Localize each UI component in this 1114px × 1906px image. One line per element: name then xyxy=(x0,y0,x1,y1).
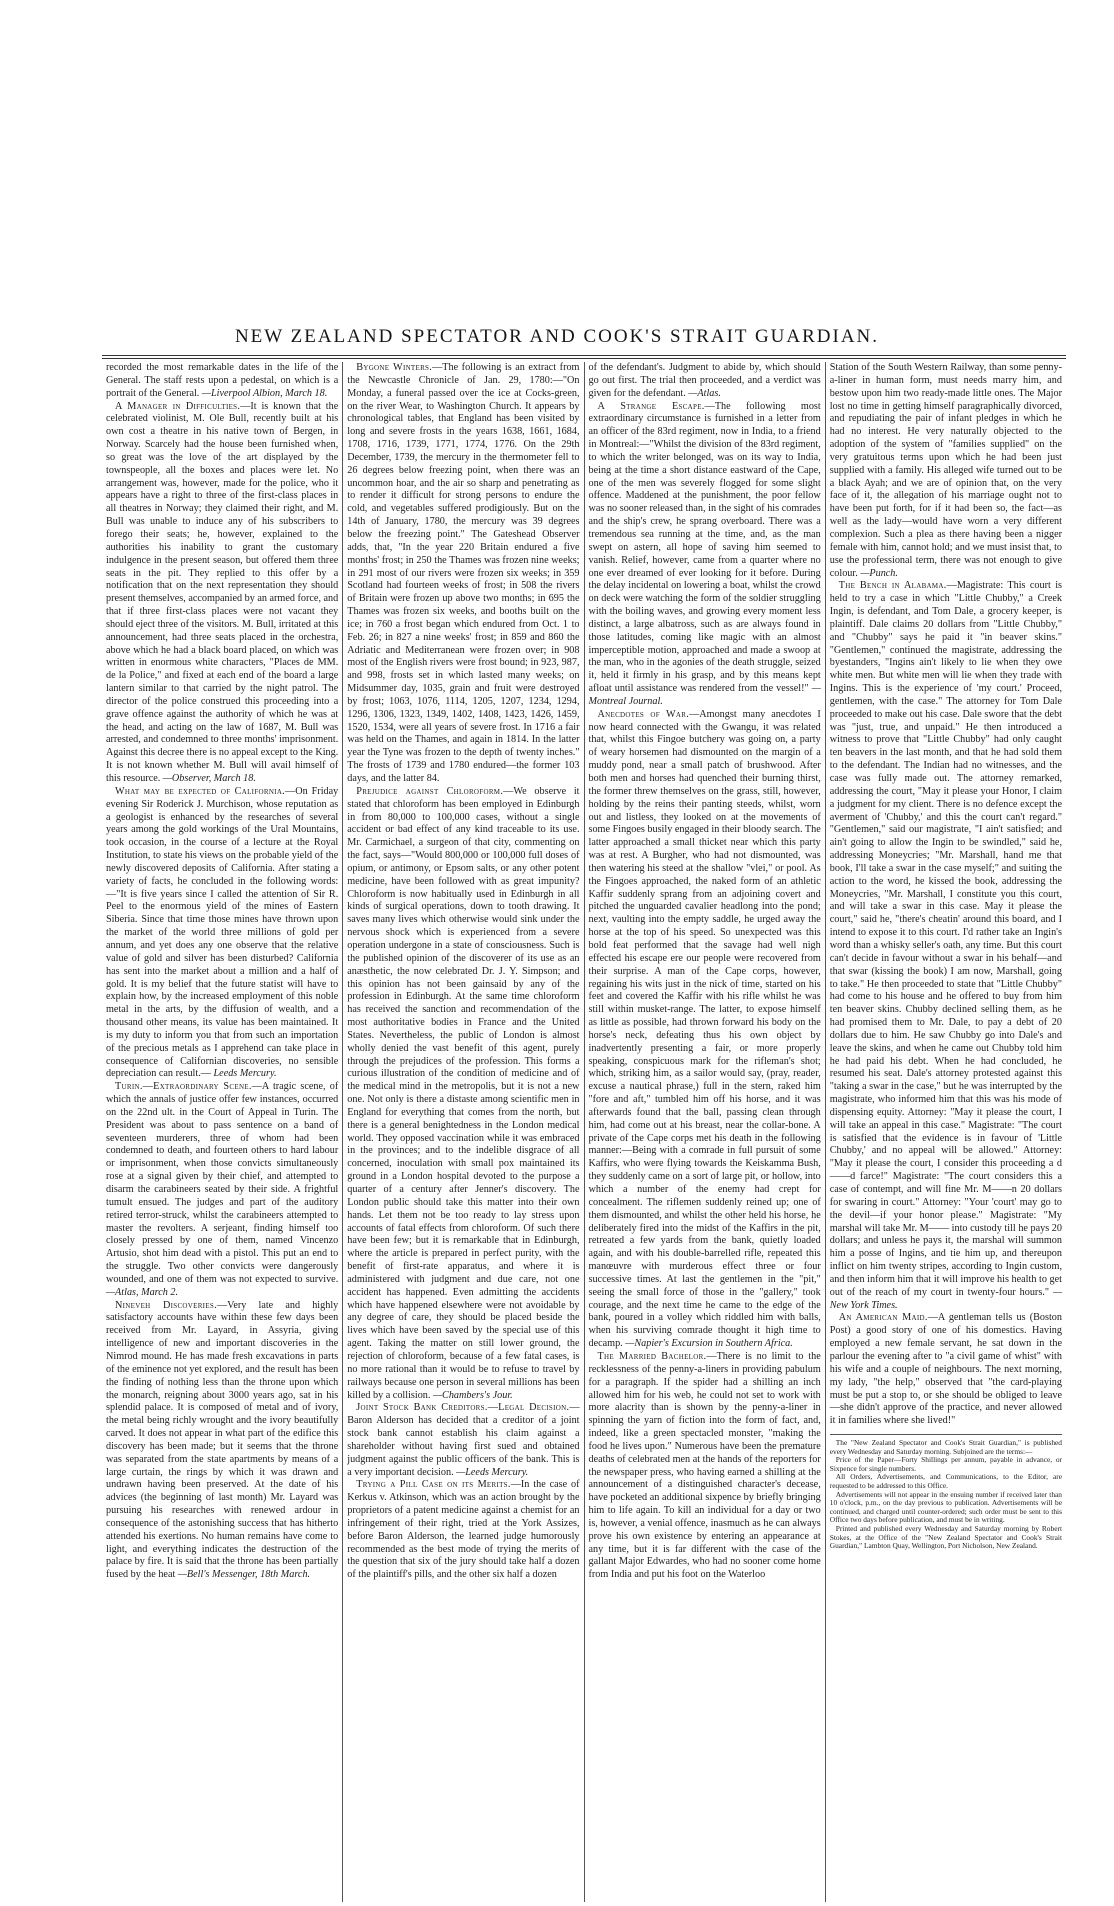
article-heading: A Manager in Difficulties. xyxy=(115,400,241,412)
article xyxy=(106,401,338,786)
article-text: —In the case of Kerkus v. Atkinson, which was an action brought by the proprietors of a patent medicine against a chemist for an infringement of their right, tried at the York Assizes, before Baron Alderson, the learned judge humorously recommended as the best mode of trying the merits of the question that six of the jury should take half a dozen of the plaintiff's pills, and the other six half a dozen xyxy=(347,1479,580,1581)
masthead: NEW ZEALAND SPECTATOR AND COOK'S STRAIT GUARDIAN. xyxy=(234,326,880,347)
article-text: of the defendant's. Judgment to abide by, which should go out first. The trial then proceeded, and a verdict was given for the defendant. xyxy=(588,362,821,399)
imprint-line: All Orders, Advertisements, and Communications, to the Editor, are requested to be addressed to this Office. xyxy=(829,1472,1062,1490)
article xyxy=(589,709,821,1351)
article xyxy=(347,362,579,786)
article-heading: Prejudice against Chloroform. xyxy=(356,785,504,797)
article-text: —A tragic scene, of which the annals of justice offer few instances, occurred on the 22nd ult. in the Court of Appeal in Turin. The President was about to pass sentence on a band of seventeen murderers, three of whom had been condemned to death, and fourteen others to hard labour or imprisonment, when those convicts simultaneously rose at a signal given by their chief, and attempted to disarm the carabineers seated by their side. A frightful tumult ensued. The judges and part of the auditory retired terror-struck, whilst the carabineers attempted to master the revolters. A serjeant, finding himself too closely pressed by one of them, named Vincenzo Artusio, shot him dead with a pistol. This put an end to the struggle. Two other convicts were dangerously wounded, and one of them was not expected to survive. xyxy=(106,1081,339,1285)
article-source: —Leeds Mercury. xyxy=(456,1466,529,1478)
article-heading: A Strange Escape. xyxy=(597,400,705,412)
imprint-line: The "New Zealand Spectator and Cook's Strait Guardian," is published every Wednesday and Saturday morning. Subjoined are the terms:— xyxy=(829,1438,1062,1456)
article-source: —Atlas. xyxy=(688,387,721,399)
column-3 xyxy=(584,362,825,1902)
article-heading: Nineveh Discoveries. xyxy=(115,1299,217,1311)
article-text: —Baron Alderson has decided that a creditor of a joint stock bank cannot establish his claim against a shareholder without having first sued and obtained judgment against the public officers of the bank. This is a very important decision. xyxy=(347,1402,580,1478)
article-text: —Magistrate: This court is held to try a case in which "Little Chubby," a Creek Ingin, is defendant, and Tom Dale, a grocery keeper, is plaintiff. Dale claims 20 dollars from "Little Chubby," and "Chubby" says he paid it "in beaver skins." "Gentlemen," continued the magistrate, addressing the byestanders, "Ingins ain't likely to lie when they owe white men. But white men will lie when they trade with Ingins. This is the experience of 'my court.' Proceed, gentlemen, with the case." The attorney for Tom Dale proceeded to make out his case. Dale swore that the debt was "just, true, and unpaid." He then introduced a witness to prove that "Little Chubby" had only caught ten beavers in the last month, and that he had sold them to the defendant. The Indian had no witnesses, and the case was fully made out. The attorney remarked, addressing the court, "May it please your Honor, I claim a judgment for my client. There is no defence except the averment of 'Chubby,' and this the court can't regard." "Gentlemen," said our magistrate, "I ain't satisfied; and ain't going to allow the Ingin to be swindled," said he, addressing Moneycries; "Mr. Marshall, hand me that book, I'll take a swar in the case myself;" and suiting the action to the word, he kissed the book, addressing the Moneycries, "Mr. Marshall, I constitute you this court, and will take a swar in this case. May it please the court," said he, "there's cheatin' around this board, and I intend to expose it to this court. I'd rather take an Ingin's word than a whisky seller's oath, any time. But this court can't decide in favour without a swar in his behalf—and that swar (kissing the book) I am now, Marshall, going to take." He then proceeded to state that "Little Chubby" had come to his house and he offered to buy from him ten beaver skins. Chubby declined selling them, as he had promised them to Mr. Dale, to pay a debt of 20 dollars due to him. He saw Chubby go into Dale's and leave the skins, and when he came out Chubby told him he had paid his debt. When he had concluded, he resumed his seat. Dale's attorney protested against this "taking a swar in the case," but he was interrupted by the magistrate, who informed him that this was his mode of dispensing equity. Attorney: "May it please the court, I will take an appeal in this case." Magistrate: "The court is satisfied that the evidence is in favour of 'Little Chubby,' and no appeal will be allowed." Attorney: "May it please the court, I consider this proceeding a d——d farce!" Magistrate: "The court considers this a case of contempt, and will fine Mr. M——n 20 dollars for swaring in court." Attorney: "Your 'court' may go to the devil—if your honor please." Magistrate: "My marshal will take Mr. M—— into custody till he pays 20 dollars; and unless he pays it, the marshal will summon him a posse of Ingins, and tie him up, and thereupon inflict on him twenty stripes, according to Ingin custom, and then inform him that it will improve his health to get out of the reach of my court in twenty-four hours." xyxy=(829,580,1062,1298)
article-text: —We observe it stated that chloroform has been employed in Edinburgh in from 80,000 to 100,000 cases, without a single accident or bad effect of any kind traceable to its use. Mr. Carmichael, a surgeon of that city, commenting on the fact, says—"Would 800,000 or 100,000 full doses of opium, or antimony, or Epsom salts, or any other potent medicine, have been followed with as great impunity? Chloroform is now habitually used in Edinburgh in all kinds of surgical operations, down to tooth drawing. It saves many lives which otherwise would sink under the nervous shock which is experienced from a severe operation undergone in a state of consciousness. Such is the published opinion of the discoverer of its use as an anæsthetic, the now celebrated Dr. J. Y. Simpson; and this opinion has not been gainsaid by any of the profession in Edinburgh. At the same time chloroform has received the sanction and recommendation of the most authoritative bodies in France and the United States. Nevertheless, the public of London is almost wholly denied the vast benefit of this agent, purely through the prejudices of the profession. This forms a curious illustration of the condition of medicine and of the medical mind in the metropolis, but it is not a new one. Not only is there a distaste among scientific men in England for everything that comes from the north, but there is a general benightedness in the London medical world. They opposed vaccination while it was embraced in the provinces; and to the indelible disgrace of all concerned, inoculation with small pox maintained its ground in a London hospital devoted to the purpose a quarter of a century after Jenner's discovery. The London public should take this matter into their own hands. Let them not be too ready to lay stress upon accounts of fatal effects from chloroform. Of such there have been few; but it is remarkable that in Edinburgh, where the article is prepared in perfect purity, with the benefit of first-rate apparatus, and where it is administered with judgment and due care, not one accident has happened. Even admitting the accidents which have happened elsewhere were not avoidable by any degree of care, they should be placed beside the lives which have been saved by the special use of this agent. Taking the matter on still lower ground, the rejection of chloroform, because of a few fatal cases, is no more rational than it would be to refuse to travel by railways because one person in several millions has been killed by a collision. xyxy=(347,785,580,1401)
article xyxy=(830,580,1062,1312)
article-source: —Punch. xyxy=(860,567,898,579)
article-heading: The Bench in Alabama. xyxy=(838,580,947,592)
article xyxy=(347,786,579,1403)
article xyxy=(347,1402,579,1479)
article-source: —New York Times. xyxy=(829,1286,1062,1311)
article xyxy=(106,1081,338,1299)
article-text: —A gentleman tells us (Boston Post) a good story of one of his domestics. Having employed a new female servant, he sat down in the parlour the evening after to "a civil game of whist" with his wife and a couple of neighbours. The next morning, my lady, "the help," observed that "the card-playing must be put a stop to, or she should be obliged to leave—she didn't approve of the practice, and never allowed it in families where she lived!" xyxy=(829,1312,1062,1427)
publication-imprint xyxy=(830,1434,1062,1551)
article-heading: What may be expected of California. xyxy=(115,785,286,797)
article-heading: Trying a Pill Case on its Merits. xyxy=(356,1479,511,1491)
article-text: —On Friday evening Sir Roderick J. Murchison, whose reputation as a geologist is enhanced by the researches of several years among the gold workings of the Ural Mountains, took occasion, in the course of a lecture at the Royal Institution, to state his views on the probable yield of the newly discovered deposits of California. After stating a variety of facts, he concluded in the following words:—"It is five years since I called the attention of Sir R. Peel to the enormous yield of the mines of Eastern Siberia. Since that time those mines have thrown upon the market of the world three millions of gold per annum, and yet does any one observe that the relative value of gold and silver has been disturbed? California has sent into the market about a million and a half of gold. It is my belief that the future statist will have to explain how, by the increased employment of this noble metal in the arts, by the diffusion of wealth, and a thousand other means, its value has been maintained. It is my duty to inform you that from such an importation of the precious metals as I apprehend can take place in consequence of Californian discoveries, no sensible depreciation can result.— xyxy=(106,785,339,1080)
article-source: —Chambers's Jour. xyxy=(432,1389,513,1401)
article xyxy=(589,362,821,401)
imprint-line: Printed and published every Wednesday and Saturday morning by Robert Stokes, at the Office of the "New Zealand Spectator and Cook's Strait Guardian," Lambton Quay, Wellington, Port Nicholson, New Zealand. xyxy=(829,1523,1062,1551)
article-heading: The Married Bachelor. xyxy=(597,1350,707,1362)
imprint-line: Price of the Paper—Forty Shillings per annum, payable in advance, or Sixpence for single numbers. xyxy=(829,1455,1062,1473)
article-heading: An American Maid. xyxy=(838,1312,928,1324)
article xyxy=(589,401,821,709)
newspaper-columns xyxy=(102,362,1066,1902)
article-text: —The following most extraordinary circumstance is furnished in a letter from an officer of the 83rd regiment, now in India, to a friend in Montreal:—"Whilst the division of the 83rd regiment, to which the writer belonged, was on its way to India, being at the time a short distance eastward of the Cape, one of the men was severely flogged for some slight offence. Maddened at the punishment, the poor fellow was no sooner released than, in the sight of his comrades and the ship's crew, he sprang overboard. There was a tremendous sea running at the time, and, as the man swept on astern, all hope of saving him seemed to vanish. Relief, however, came from a quarter where no one ever dreamed of ever looking for it before. During the delay incidental on lowering a boat, whilst the crowd on deck were watching the form of the soldier struggling with the boiling waves, and growing every moment less distinct, a large albatross, such as are always found in those latitudes, coming like magic with an almost imperceptible motion, approached and made a swoop at the man, who in the agonies of the death struggle, seized it, held it firmly in his grasp, and by this means kept afloat until assistance was rendered from the vessel!" xyxy=(588,400,821,695)
column-2 xyxy=(342,362,583,1902)
article xyxy=(106,362,338,401)
article-text: —The following is an extract from the Newcastle Chronicle of Jan. 29, 1780:—"On Monday, a funeral passed over the ice at Cocks-green, on the river Wear, to Washington Church. It appears by chronological tables, that England has been visited by long and severe frosts in the years 1638, 1661, 1684, 1708, 1716, 1739, 1771, 1774, 1776. On the 29th December, 1739, the mercury in the thermometer fell to 26 degrees below freezing point, when there was an uncommon hoar, and the air so sharp and penetrating as to render it difficult for strong persons to endure the cold, and vegetables suffered prodigiously. But on the 14th of January, 1780, the mercury was 39 degrees below the freezing point." The Gateshead Observer adds, that, "In the year 220 Britain endured a five months' frost; in 250 the Thames was frozen nine weeks; in 291 most of our rivers were frozen six weeks; in 359 Scotland had fourteen weeks of frost; in 508 the rivers of Britain were frozen up above two months; in 695 the Thames was frozen six weeks, and booths built on the ice; in 760 a frost began which endured from Oct. 1 to Feb. 26; in 827 a nine weeks' frost; in 859 and 860 the Adriatic and Mediterranean were frozen over; in 908 most of the English rivers were frost bound; in 923, 987, and 998, frosts set in which lasted many weeks; on Midsummer day, 1035, grain and fruit were destroyed by frost; 1063, 1076, 1114, 1205, 1207, 1234, 1294, 1296, 1306, 1323, 1349, 1402, 1408, 1423, 1426, 1459, 1520, 1534, were all years of severe frost. In 1716 a fair was held on the Thames, and again in 1814. In the latter year the Tyne was frozen to the depth of twenty inches." The frosts of 1739 and 1780 endured—the former 103 days, and the latter 84. xyxy=(347,362,580,784)
article-source: Leeds Mercury. xyxy=(213,1068,277,1080)
article-text: recorded the most remarkable dates in the life of the General. The staff rests upon a pedestal, on which is a portrait of the General. xyxy=(106,362,339,399)
article xyxy=(106,1300,338,1583)
column-1 xyxy=(102,362,342,1902)
article xyxy=(347,1479,579,1582)
article-source: —Liverpool Albion, March 18. xyxy=(201,387,328,399)
imprint-line: Advertisements will not appear in the ensuing number if received later than 10 o'clock, p.m., on the day previous to publication. Advertisements will be continued, and charged until counter-ordered; such order must be sent to this Office two days before publication, and must be in writing. xyxy=(829,1489,1062,1525)
article-heading: Bygone Winters. xyxy=(356,362,433,373)
article-text: —There is no limit to the recklessness of the penny-a-liners in providing pabulum for a paragraph. If the spider had a shilling an inch allowed him for his web, he could not set to work with more alacrity than is shown by the penny-a-liner in spinning the yarn of fiction into the form of fact, and, indeed, like a green spectacled monster, "making the food he lives upon." Numerous have been the premature deaths of celebrated men at the hands of the reporters for the newspaper press, who having earned a shilling at the announcement of a distinguished character's decease, have pocketed an additional sixpence by briefly bringing him to life again. To kill an individual for a day or two is, however, a venial offence, inasmuch as he can always prove his own existence by entering an appearance at any time, but it is far different with the case of the gallant Major Edwardes, who had no sooner come home from India and put his foot on the Waterloo xyxy=(588,1350,821,1581)
article-text: —Amongst many anecdotes I now heard connected with the Gwangu, it was related that, whilst this Fingoe butchery was going on, a party of weary horsemen had dismounted on the margin of a muddy pond, near a small patch of brushwood. After both men and horses had quenched their burning thirst, the former threw themselves on the grass, still, however, holding by the reins their panting steeds, whilst, worn out and listless, they looked on at the movements of some Fingoes busily engaged in their bloody search. The latter approached a small thicket near which this party was at rest. A Burgher, who had not dismounted, was then watering his steed at the shallow "vlei," or pool. As the Fingoes approached, the naked form of an athletic Kaffir suddenly sprang from an adjoining covert and pitched the unguarded cavalier headlong into the pond; next, vaulting into the empty saddle, he urged away the horse at the top of his speed. So unexpected was this bold feat performed that the savage had well nigh effected his escape ere our people were recovered from their surprise. A man of the Cape corps, however, regaining his wits just in the nick of time, started on his feet and covered the Kaffir with his rifle whilst he was still within musket-range. The latter, to expose himself as little as possible, had thrown forward his body on the horse's neck, defeating thus his own object by inadvertently presenting a fair, or more properly speaking, conspicuous mark for the rifleman's shot; which, striking him, as a sailor would say, (pray, reader, excuse a nautical phrase,) full in the stern, raked him "fore and aft," tumbled him off his horse, and it was afterwards found that the ball, passing clean through him, had come out at his breast, near the collar-bone. A private of the Cape corps met his death in the following manner:—Being with a comrade in full pursuit of some Kaffirs, who were flying towards the Keiskamma Bush, they suddenly came on a sort of large pit, or hollow, into which a number of the enemy had crept for concealment. The riflemen suddenly reined up; one of them dismounted, and whilst the other held his horse, he deliberately fired into the midst of the Kaffirs in the pit, retreated a few yards from the bank, quietly loaded again, and with his double-barrelled rifle, repeated this manœuvre with murderous effect three or four successive times. At last the gentlemen in the "pit," seeing the small force of those in the "gallery," took courage, and the next time he came to the edge of the bank, poured in a volley which riddled him with balls, when his surviving comrade thought it high time to decamp. xyxy=(588,708,821,1350)
article xyxy=(830,1312,1062,1428)
article-text: —Very late and highly satisfactory accounts have within these few days been received from Mr. Layard, in Assyria, giving intelligence of new and important discoveries in the Nimrod mound. He has made fresh excavations in parts of the eminence not yet explored, and the result has been the finding of nothing less than the throne upon which the monarch, reigning about 3000 years ago, sat in his splendid palace. It is composed of metal and of ivory, the metal being richly wrought and the ivory beautifully carved. It does not appear in what part of the edifice this discovery has been made; but it seems that the throne was separated from the state apartments by means of a large curtain, the rings by which it was drawn and undrawn having been preserved. At the date of his advices (the beginning of last month) Mr. Layard was pursuing his researches with renewed ardour in consequence of the astonishing success that has hitherto attended his exertions. No human remains have come to light, and everything indicates the destruction of the palace by fire. It is said that the throne has been partially fused by the heat xyxy=(106,1299,339,1581)
article-heading: Turin.—Extraordinary Scene. xyxy=(115,1081,252,1093)
article-source: —Atlas, March 2. xyxy=(106,1286,179,1298)
article-source: —Napier's Excursion in Southern Africa. xyxy=(625,1338,793,1350)
masthead-rule-lower xyxy=(102,358,1066,359)
article xyxy=(830,362,1062,580)
article-heading: Anecdotes of War. xyxy=(597,708,690,720)
masthead-rule xyxy=(102,355,1066,356)
article xyxy=(589,1351,821,1582)
article xyxy=(106,786,338,1081)
article-source: —Observer, March 18. xyxy=(162,773,256,784)
article-text: Station of the South Western Railway, than some penny-a-liner in human form, must needs marry him, and bestow upon him two ready-made little ones. The Major lost no time in getting himself paragraphically divorced, and repudiating the pair of infant pledges in which he had no interest. He very naturally objected to the adoption of the system of "families supplied" on the very gratuitous terms upon which he had been just supplied with a family. His alleged wife turned out to be a black Ayah; and we are of opinion that, on the very face of it, the allegation of his marriage ought not to have been put forth, for if it had been so, the fact—as well as the lady—would have worn a very different complexion. Such a plea as there having been a nigger female with him, cannot hold; and we must insist that, to use the professional term, there was not enough to give colour. xyxy=(829,362,1062,579)
article-heading: Joint Stock Bank Creditors.—Legal Decision. xyxy=(356,1402,570,1414)
article-source: —Bell's Messenger, 18th March. xyxy=(177,1569,311,1581)
article-source: —Montreal Journal. xyxy=(588,683,821,707)
column-4 xyxy=(825,362,1066,1902)
article-text: —It is known that the celebrated violinist, M. Ole Bull, recently built at his own cost a theatre in his native town of Bergen, in Norway. Scarcely had the house been furnished when, so great was the love of the art displayed by the townspeople, all the boxes and places were let. No arrangement was, however, made for the police, who it appears have a right to three of the first-class places in all theatres in Norway; they claimed their right, and M. Bull was unable to induce any of his subscribers to forego their seats; he, however, explained to the authorities his inability to grant the customary indulgence in the present season, but offered them three seats in the pit. They replied to this offer by a notification that on the next representation they should present themselves, accompanied by an armed force, and that if three first-class places were not vacant they should eject three of the visitors. M. Bull, irritated at this announcement, had three seats placed in the orchestra, above which he had a black board placed, on which was written in enormous white characters, "Places de MM. de la Police," and fixed at each end of the board a large lantern similar to that carried by the night patrol. The director of the police construed this proceeding into a grave offence against the authority of which he was at the head, and acting on the law of 1687, M. Bull was arrested, and condemned to three months' imprisonment. Against this decree there is no appeal except to the King. It is not known whether M. Bull will avail himself of this resource. xyxy=(106,400,339,784)
